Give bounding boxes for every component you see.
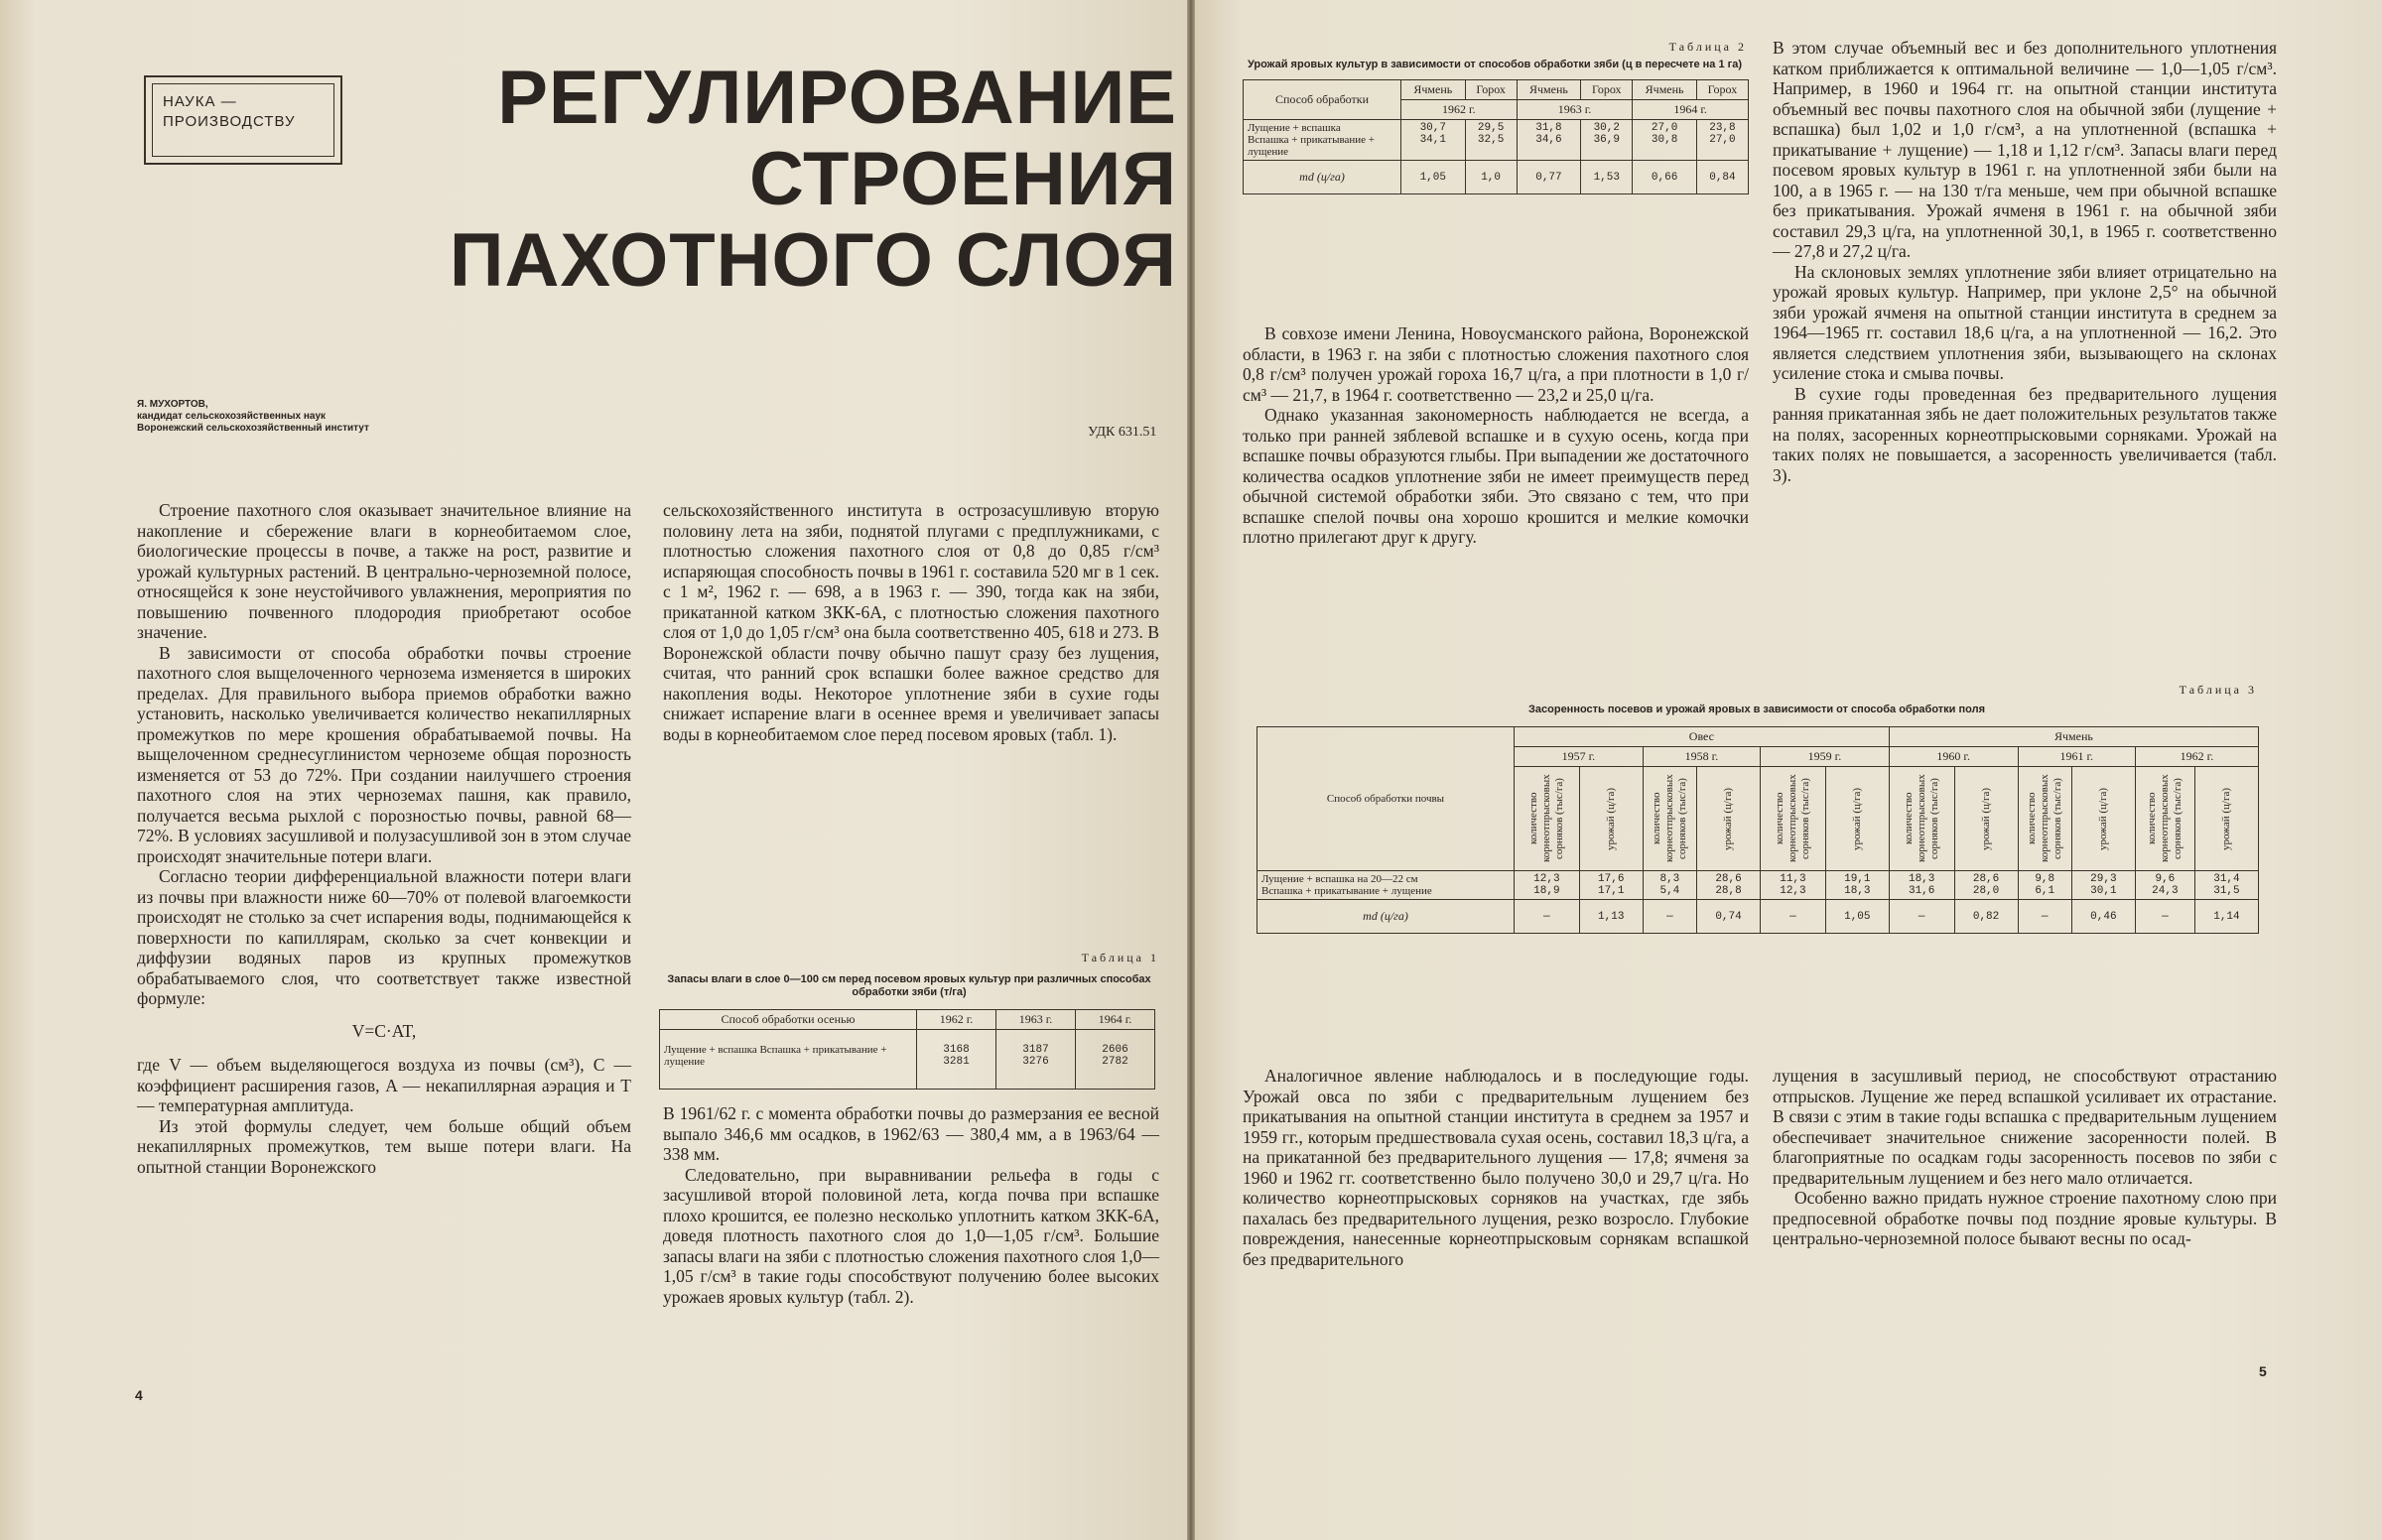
paragraph: Особенно важно придать нужное строение пахотному слою при предпосевной обработке почвы под поздние яровые культуры. В центрально-черноземной полосе бывают весны по осад- [1773, 1188, 2277, 1248]
table-year-header: 1964 г. [1633, 100, 1749, 120]
table-1-block [659, 951, 1159, 1090]
table-row-label [1244, 120, 1401, 161]
table-cell: 31,4 31,5 [2194, 871, 2258, 900]
table-cell: — [1515, 900, 1580, 934]
table-cell: 1,05 [1825, 900, 1889, 934]
table-cell: 9,6 24,3 [2135, 871, 2194, 900]
table-cell: 18,3 31,6 [1889, 871, 1954, 900]
article-title [443, 58, 1177, 302]
table-cell: 1,0 [1465, 161, 1517, 194]
table-cell: 0,66 [1633, 161, 1697, 194]
table-subheader: количество корнеотпрысковых сорняков (тыс/га) [2135, 767, 2194, 871]
table-header: Способ обработки осенью [660, 1010, 917, 1030]
table-cell: 0,77 [1517, 161, 1581, 194]
table-year-header: 1959 г. [1761, 747, 1890, 767]
table-cell: — [1643, 900, 1696, 934]
table-subheader: количество корнеотпрысковых сорняков (тыс/га) [1515, 767, 1580, 871]
paragraph: лущения в засушливый период, не способствуют отрастанию отпрысков. Лущение же перед вспашкой усиливает их отрастание. В связи с этим в такие годы вспашка с предварительным лущением обеспечивает значительное снижение засоренности полей. В благоприятные по осадкам годы засоренность посевов по зяби с предварительным лущением и без него мало отличается. [1773, 1066, 2277, 1188]
text-column-4 [1773, 38, 2277, 485]
table-header: Способ обработки почвы [1257, 727, 1515, 871]
table-year-header: 1960 г. [1889, 747, 2018, 767]
table-md-label: md (ц/га) [1257, 900, 1515, 934]
table-cell: 30,2 36,9 [1581, 120, 1633, 161]
right-page [1195, 0, 2382, 1540]
table-cell: 28,6 28,0 [1954, 871, 2018, 900]
paragraph: В этом случае объемный вес и без дополнительного уплотнения катком приближается к оптимальной величине — 1,0—1,05 г/см³. Например, в 1960 и 1964 гг. на опытной станции института объемный вес почвы пахотного слоя на обычной зяби (лущение + вспашка) был 1,02 и 1,0 г/см³, а на уплотненной (вспашка + прикатывание + лущение) — 1,18 и 1,12 г/см³. Запасы влаги перед посевом яровых культур в 1961 г. на уплотненной зяби были на 100, а в 1965 г. — на 130 т/га меньше, чем при обычной вспашке без прикатывания. Урожай ячменя в 1961 г. на обычной зяби составил 29,3 ц/га, на уплотненной 30,1, в 1965 г. соответственно — 27,8 и 27,2 ц/га. [1773, 38, 2277, 261]
table-subheader: количество корнеотпрысковых сорняков (тыс/га) [2018, 767, 2071, 871]
table-cell: 11,3 12,3 [1761, 871, 1826, 900]
table-year-header: 1958 г. [1643, 747, 1760, 767]
table-year-header: 1962 г. [2135, 747, 2258, 767]
text-column-2 [663, 500, 1159, 744]
table-subheader: урожай (ц/га) [2194, 767, 2258, 871]
table-2-block [1243, 40, 1747, 194]
table-subheader: урожай (ц/га) [2071, 767, 2135, 871]
table-cell: 19,1 18,3 [1825, 871, 1889, 900]
table-crop-header: Овес [1515, 727, 1890, 747]
table-header: Ячмень [1401, 80, 1466, 100]
table-header: 1962 г. [917, 1010, 996, 1030]
table-cell: 0,74 [1697, 900, 1761, 934]
text-column-2b [663, 1103, 1159, 1307]
paragraph: Согласно теории дифференциальной влажности потери влаги из почвы при влажности ниже 60—70% от полевой влагоемкости происходят не столько за счет испарения воды, поднимающейся к поверхности по капиллярам, сколько за счет конвекции и диффузии водяных паров из крупных промежутков обрабатываемого слоя, что соответствует также известной формуле: [137, 866, 631, 1008]
table-cell: 23,8 27,0 [1696, 120, 1748, 161]
table-cell: 3187 3276 [996, 1030, 1076, 1090]
table-header: Горох [1696, 80, 1748, 100]
table-cell: 31,8 34,6 [1517, 120, 1581, 161]
udk-code: УДК 631.51 [1088, 425, 1157, 440]
table-cell: 0,84 [1696, 161, 1748, 194]
table-cell: 29,5 32,5 [1465, 120, 1517, 161]
table-cell: — [1761, 900, 1826, 934]
text-column-1 [137, 500, 631, 1177]
table-year-header: 1957 г. [1515, 747, 1644, 767]
rubric-box [144, 75, 342, 165]
table-header: 1963 г. [996, 1010, 1076, 1030]
paragraph: где V — объем выделяющегося воздуха из почвы (см³), C — коэффициент расширения газов, A — некапиллярная аэрация и T — температурная амплитуда. [137, 1055, 631, 1115]
paragraph: В сухие годы проведенная без предварительного лущения ранняя прикатанная зябь не дает положительных результатов также на полях, засоренных корнеотпрысковыми сорняками. Урожай на таких полях не повышается, а засоренность увеличивается (табл. 3). [1773, 383, 2277, 485]
text-column-3 [1243, 323, 1749, 548]
paragraph: В 1961/62 г. с момента обработки почвы до размерзания ее весной выпало 346,6 мм осадков, в 1962/63 — 380,4 мм, а в 1963/64 — 338 мм. [663, 1103, 1159, 1164]
text-column-6 [1773, 1066, 2277, 1249]
row-label-2: Вспашка + прикатывание + лущение [1248, 134, 1376, 158]
author-block [137, 399, 369, 435]
title-line-2: СТРОЕНИЯ [748, 137, 1177, 221]
table-cell: 29,3 30,1 [2071, 871, 2135, 900]
page-number-right: 5 [2259, 1363, 2267, 1379]
table-cell: 0,82 [1954, 900, 2018, 934]
table-row-label: Лущение + вспашка Вспашка + прикатывание + лущение [660, 1030, 917, 1090]
table-header: Ячмень [1517, 80, 1581, 100]
table-title: Запасы влаги в слое 0—100 см перед посевом яровых культур при различных способах обработки зяби (т/га) [667, 973, 1151, 998]
table-caption: Таблица 1 [1081, 951, 1159, 964]
table-cell: 12,3 18,9 [1515, 871, 1580, 900]
paragraph: На склоновых землях уплотнение зяби влияет отрицательно на урожай яровых культур. Например, при уклоне 2,5° на обычной зяби урожай ячменя на опытной станции института в среднем за 1964—1965 гг. составил 18,6 ц/га, а на уплотненной — 16,2. Это является следствием уплотнения зяби, вызывающего на склонах усиление стока и смыва почвы. [1773, 261, 2277, 383]
table-cell: 27,0 30,8 [1633, 120, 1697, 161]
table-cell: 3168 3281 [917, 1030, 996, 1090]
table-header: Ячмень [1633, 80, 1697, 100]
paragraph: Строение пахотного слоя оказывает значительное влияние на накопление и сбережение влаги в корнеобитаемом слое, биологические процессы в почве, а также на рост, развитие и урожай культурных растений. В центрально-черноземной полосе, относящейся к зоне неустойчивого увлажнения, мероприятия по повышению почвенного плодородия приобретают особое значение. [137, 500, 631, 642]
table-subheader: урожай (ц/га) [1825, 767, 1889, 871]
table-cell: — [1889, 900, 1954, 934]
table-subheader: урожай (ц/га) [1697, 767, 1761, 871]
table-cell: 28,6 28,8 [1697, 871, 1761, 900]
author-name: Я. МУХОРТОВ, [137, 399, 208, 410]
table-cell: 17,6 17,1 [1579, 871, 1643, 900]
paragraph: Аналогичное явление наблюдалось и в последующие годы. Урожай овса по зяби с предварительным лущением без прикатывания на опытной станции института в среднем за 1957 и 1959 гг., которым предшествовала сухая осень, составил 18,3 ц/га, а на прикатанной без предварительного лущения — 17,8; ячменя за 1960 и 1962 гг. соответственно было получено 30,0 и 29,7 ц/га. Но количество корнеотпрысковых сорняков на участках, где зябь пахалась без предварительного лущения, резко возросло. Глубокие повреждения, нанесенные корнеотпрысковым сорнякам вспашкой без предварительного [1243, 1066, 1749, 1269]
paragraph: В зависимости от способа обработки почвы строение пахотного слоя выщелоченного чернозема изменяется в широких пределах. Для правильного выбора приемов обработки важно установить, насколько увеличивается количество некапиллярных промежутков по мере крошения обрабатываемой почвы. На выщелоченном среднесуглинистом черноземе общая порозность изменяется от 53 до 72%. При создании наилучшего строения пахотного слоя на этих черноземах пашня, как правило, получается весьма рыхлой с порозностью почвы, равной 68—72%. В условиях засушливой и полузасушливой зон в этом случае происходят значительные потери влаги. [137, 642, 631, 866]
table-cell: 1,14 [2194, 900, 2258, 934]
rubric-label: НАУКА — ПРОИЗВОДСТВУ [152, 83, 334, 157]
table-cell: 1,05 [1401, 161, 1466, 194]
table-cell: 30,7 34,1 [1401, 120, 1466, 161]
paragraph: В совхозе имени Ленина, Новоусманского района, Воронежской области, в 1963 г. на зяби с плотностью сложения пахотного слоя 0,8 г/см³ получен урожай гороха 16,7 ц/га, а при плотности в 1,0 г/см³ — 21,7, в 1964 г. соответственно — 23,2 и 25,0 ц/га. [1243, 323, 1749, 405]
table-cell: 1,13 [1579, 900, 1643, 934]
table-header: Горох [1581, 80, 1633, 100]
table-2 [1243, 79, 1749, 194]
table-cell: 1,53 [1581, 161, 1633, 194]
table-cell: 2606 2782 [1076, 1030, 1155, 1090]
table-subheader: количество корнеотпрысковых сорняков (тыс/га) [1889, 767, 1954, 871]
table-caption: Таблица 3 [2179, 683, 2257, 697]
paragraph: Однако указанная закономерность наблюдается не всегда, а только при ранней зяблевой вспашке и в сухую осень, когда при вспашке почвы образуются глыбы. При выпадении же достаточного количества осадков уплотнение зяби не имеет преимуществ перед обычной системой обработки зяби. Это связано с тем, что при вспашке спелой почвы она хорошо крошится и мелкие комочки плотно прилегают друг к другу. [1243, 405, 1749, 547]
table-row-label: Лущение + вспашка на 20—22 см Вспашка + прикатывание + лущение [1257, 871, 1515, 900]
author-degree: кандидат сельскохозяйственных наук [137, 411, 327, 422]
formula: V=C·AT, [351, 1020, 417, 1041]
author-institution: Воронежский сельскохозяйственный институт [137, 423, 369, 434]
table-subheader: урожай (ц/га) [1954, 767, 2018, 871]
table-1 [659, 1009, 1155, 1090]
table-title: Засоренность посевов и урожай яровых в зависимости от способа обработки поля [1528, 704, 1985, 715]
table-md-label: md (ц/га) [1244, 161, 1401, 194]
table-year-header: 1961 г. [2018, 747, 2135, 767]
table-3 [1257, 726, 2259, 934]
paragraph: Из этой формулы следует, чем больше общий объем некапиллярных промежутков, тем выше потери влаги. На опытной станции Воронежского [137, 1115, 631, 1177]
table-subheader: количество корнеотпрысковых сорняков (тыс/га) [1643, 767, 1696, 871]
book-gutter [1187, 0, 1195, 1540]
table-subheader: урожай (ц/га) [1579, 767, 1643, 871]
table-3-block [1257, 683, 2257, 934]
paragraph: сельскохозяйственного института в острозасушливую вторую половину лета на зяби, поднятой плугами с предплужниками, с плотностью сложения пахотного слоя от 0,8 до 0,85 г/см³ испаряющая способность почвы в 1961 г. составила 520 мг в 1 сек. с 1 м², 1962 г. — 698, а в 1963 г. — 390, тогда как на зяби, прикатанной катком ЗКК-6А, с плотностью сложения пахотного слоя от 1,0 до 1,05 г/см³ она была соответственно 405, 618 и 273. В Воронежской области почву обычно пашут сразу без лущения, считая, что ранний срок вспашки более важное средство для накопления воды. Некоторое уплотнение зяби в сухие годы снижает испарение влаги в осеннее время и увеличивает запасы воды в корнеобитаемом слое перед посевом яровых (табл. 1). [663, 500, 1159, 744]
table-crop-header: Ячмень [1889, 727, 2258, 747]
table-header: 1964 г. [1076, 1010, 1155, 1030]
table-header: Способ обработки [1244, 80, 1401, 120]
table-cell: — [2135, 900, 2194, 934]
table-caption: Таблица 2 [1668, 40, 1747, 54]
left-page [0, 0, 1187, 1540]
table-cell: 0,46 [2071, 900, 2135, 934]
page-number-left: 4 [135, 1387, 143, 1403]
table-subheader: количество корнеотпрысковых сорняков (тыс/га) [1761, 767, 1826, 871]
table-cell: — [2018, 900, 2071, 934]
table-year-header: 1962 г. [1401, 100, 1518, 120]
table-cell: 8,3 5,4 [1643, 871, 1696, 900]
table-year-header: 1963 г. [1517, 100, 1633, 120]
table-header: Горох [1465, 80, 1517, 100]
title-line-1: РЕГУЛИРОВАНИЕ [497, 56, 1177, 140]
paragraph: Следовательно, при выравнивании рельефа в годы с засушливой второй половиной лета, когда почва при вспашке плохо крошится, ее полезно несколько уплотнить катком ЗКК-6А, доведя плотность пахотного слоя до 1,0—1,05 г/см³. Большие запасы влаги на зяби с плотностью сложения пахотного слоя 1,0—1,05 г/см³ в такие годы способствуют получению более высоких урожаев яровых культур (табл. 2). [663, 1164, 1159, 1307]
title-line-3: ПАХОТНОГО СЛОЯ [449, 218, 1177, 303]
text-column-5 [1243, 1066, 1749, 1269]
table-title: Урожай яровых культур в зависимости от способов обработки зяби (ц в пересчете на 1 га) [1247, 59, 1743, 70]
table-cell: 9,8 6,1 [2018, 871, 2071, 900]
row-label-1: Лущение + вспашка [1248, 122, 1341, 134]
